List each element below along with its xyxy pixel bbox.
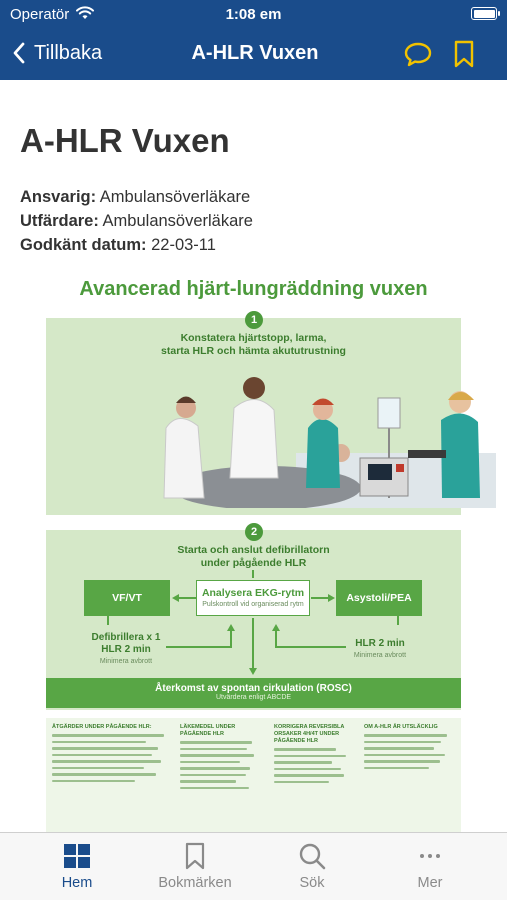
- tab-home[interactable]: [27, 841, 127, 896]
- meta-label: Ansvarig:: [20, 188, 97, 206]
- defibrillate-line-2: HLR 2 min: [101, 644, 151, 655]
- back-button[interactable]: [12, 38, 102, 68]
- comment-icon[interactable]: [403, 39, 433, 69]
- tab-search[interactable]: [262, 841, 362, 896]
- vf-vt-box: VF/VT: [84, 580, 170, 616]
- rosc-subtitle: Utvärdera enligt ABCDE: [215, 694, 292, 701]
- step-1-line-1: Konstatera hjärtstopp, larma,: [180, 332, 327, 344]
- guidance-column: [52, 724, 170, 786]
- navigation-bar: [0, 28, 507, 80]
- document-view[interactable]: [0, 80, 507, 832]
- meta-value: Ambulansöverläkare: [102, 212, 253, 230]
- guidance-column: [274, 724, 352, 787]
- meta-row-approved: [20, 233, 253, 257]
- meta-label: Utfärdare:: [20, 212, 99, 230]
- analyze-title: Analysera EKG-rytm: [201, 587, 305, 599]
- more-dots-icon: [415, 841, 445, 871]
- analyze-rhythm-box: [196, 580, 310, 616]
- step-2-badge: 2: [245, 523, 263, 541]
- meta-value: 22-03-11: [151, 236, 216, 254]
- chevron-left-icon: [12, 42, 26, 64]
- defibrillate-action: [76, 632, 176, 668]
- step-2-line-1: Starta och anslut defibrillatorn: [177, 544, 330, 556]
- guidance-columns: [46, 718, 461, 832]
- resuscitation-illustration: [146, 358, 496, 508]
- bookmark-icon[interactable]: [449, 39, 479, 69]
- bookmark-outline-icon: [180, 841, 210, 871]
- cpr-action: [338, 638, 422, 662]
- guidance-column: [364, 724, 454, 773]
- cpr-sub: Minimera avbrott: [353, 652, 407, 659]
- top-bar: [0, 0, 507, 80]
- meta-row-responsible: [20, 185, 253, 209]
- nav-title: A-HLR Vuxen: [191, 42, 319, 64]
- clock: 1:08 em: [225, 6, 282, 23]
- battery-icon: [471, 7, 497, 20]
- tab-more[interactable]: [380, 841, 480, 896]
- document-title: A-HLR Vuxen: [20, 122, 230, 159]
- analyze-subtitle: Pulskontroll vid organiserad rytm: [202, 601, 304, 608]
- flowchart-title: Avancerad hjärt-lungräddning vuxen: [79, 278, 428, 300]
- grid-icon: [62, 841, 92, 871]
- rosc-title: Återkomst av spontan cirkulation (ROSC): [155, 683, 352, 694]
- meta-row-issuer: [20, 209, 253, 233]
- tab-bookmarks[interactable]: [145, 841, 245, 896]
- tab-label: Mer: [417, 875, 443, 891]
- tab-label: Bokmärken: [158, 875, 232, 891]
- asystole-pea-box: Asystoli/PEA: [336, 580, 422, 616]
- defibrillate-line-1: Defibrillera x 1: [91, 632, 161, 643]
- column-heading: OM A-HLR ÄR UTSLÄCKLIG: [364, 724, 438, 730]
- document-meta: [20, 185, 253, 257]
- tab-label: Sök: [299, 875, 325, 891]
- back-label: Tillbaka: [34, 41, 103, 64]
- tab-label: Hem: [61, 875, 93, 891]
- step-1-line-2: starta HLR och hämta akututrustning: [161, 345, 346, 357]
- cpr-line-1: HLR 2 min: [355, 638, 405, 649]
- status-bar: [0, 0, 507, 28]
- meta-value: Ambulansöverläkare: [99, 188, 251, 206]
- rosc-bar: [46, 678, 461, 708]
- step-1-badge: 1: [245, 311, 263, 329]
- step-1-panel: [46, 314, 461, 515]
- column-heading: KORRIGERA REVERSIBLA ORSAKER 4H/4T UNDER PÅGÅENDE HLR: [274, 724, 345, 744]
- column-heading: LÄKEMEDEL UNDER PÅGÅENDE HLR: [180, 724, 236, 737]
- meta-label: Godkänt datum:: [20, 236, 147, 254]
- defibrillate-sub: Minimera avbrott: [99, 658, 153, 665]
- column-heading: ÅTGÄRDER UNDER PÅGÅENDE HLR:: [52, 724, 152, 730]
- step-2-line-2: under pågående HLR: [200, 557, 307, 569]
- guidance-column: [180, 724, 260, 793]
- carrier-label: Operatör: [10, 6, 70, 23]
- search-icon: [297, 841, 327, 871]
- cpr-flowchart-image: [46, 270, 461, 832]
- tab-bar: [0, 832, 507, 900]
